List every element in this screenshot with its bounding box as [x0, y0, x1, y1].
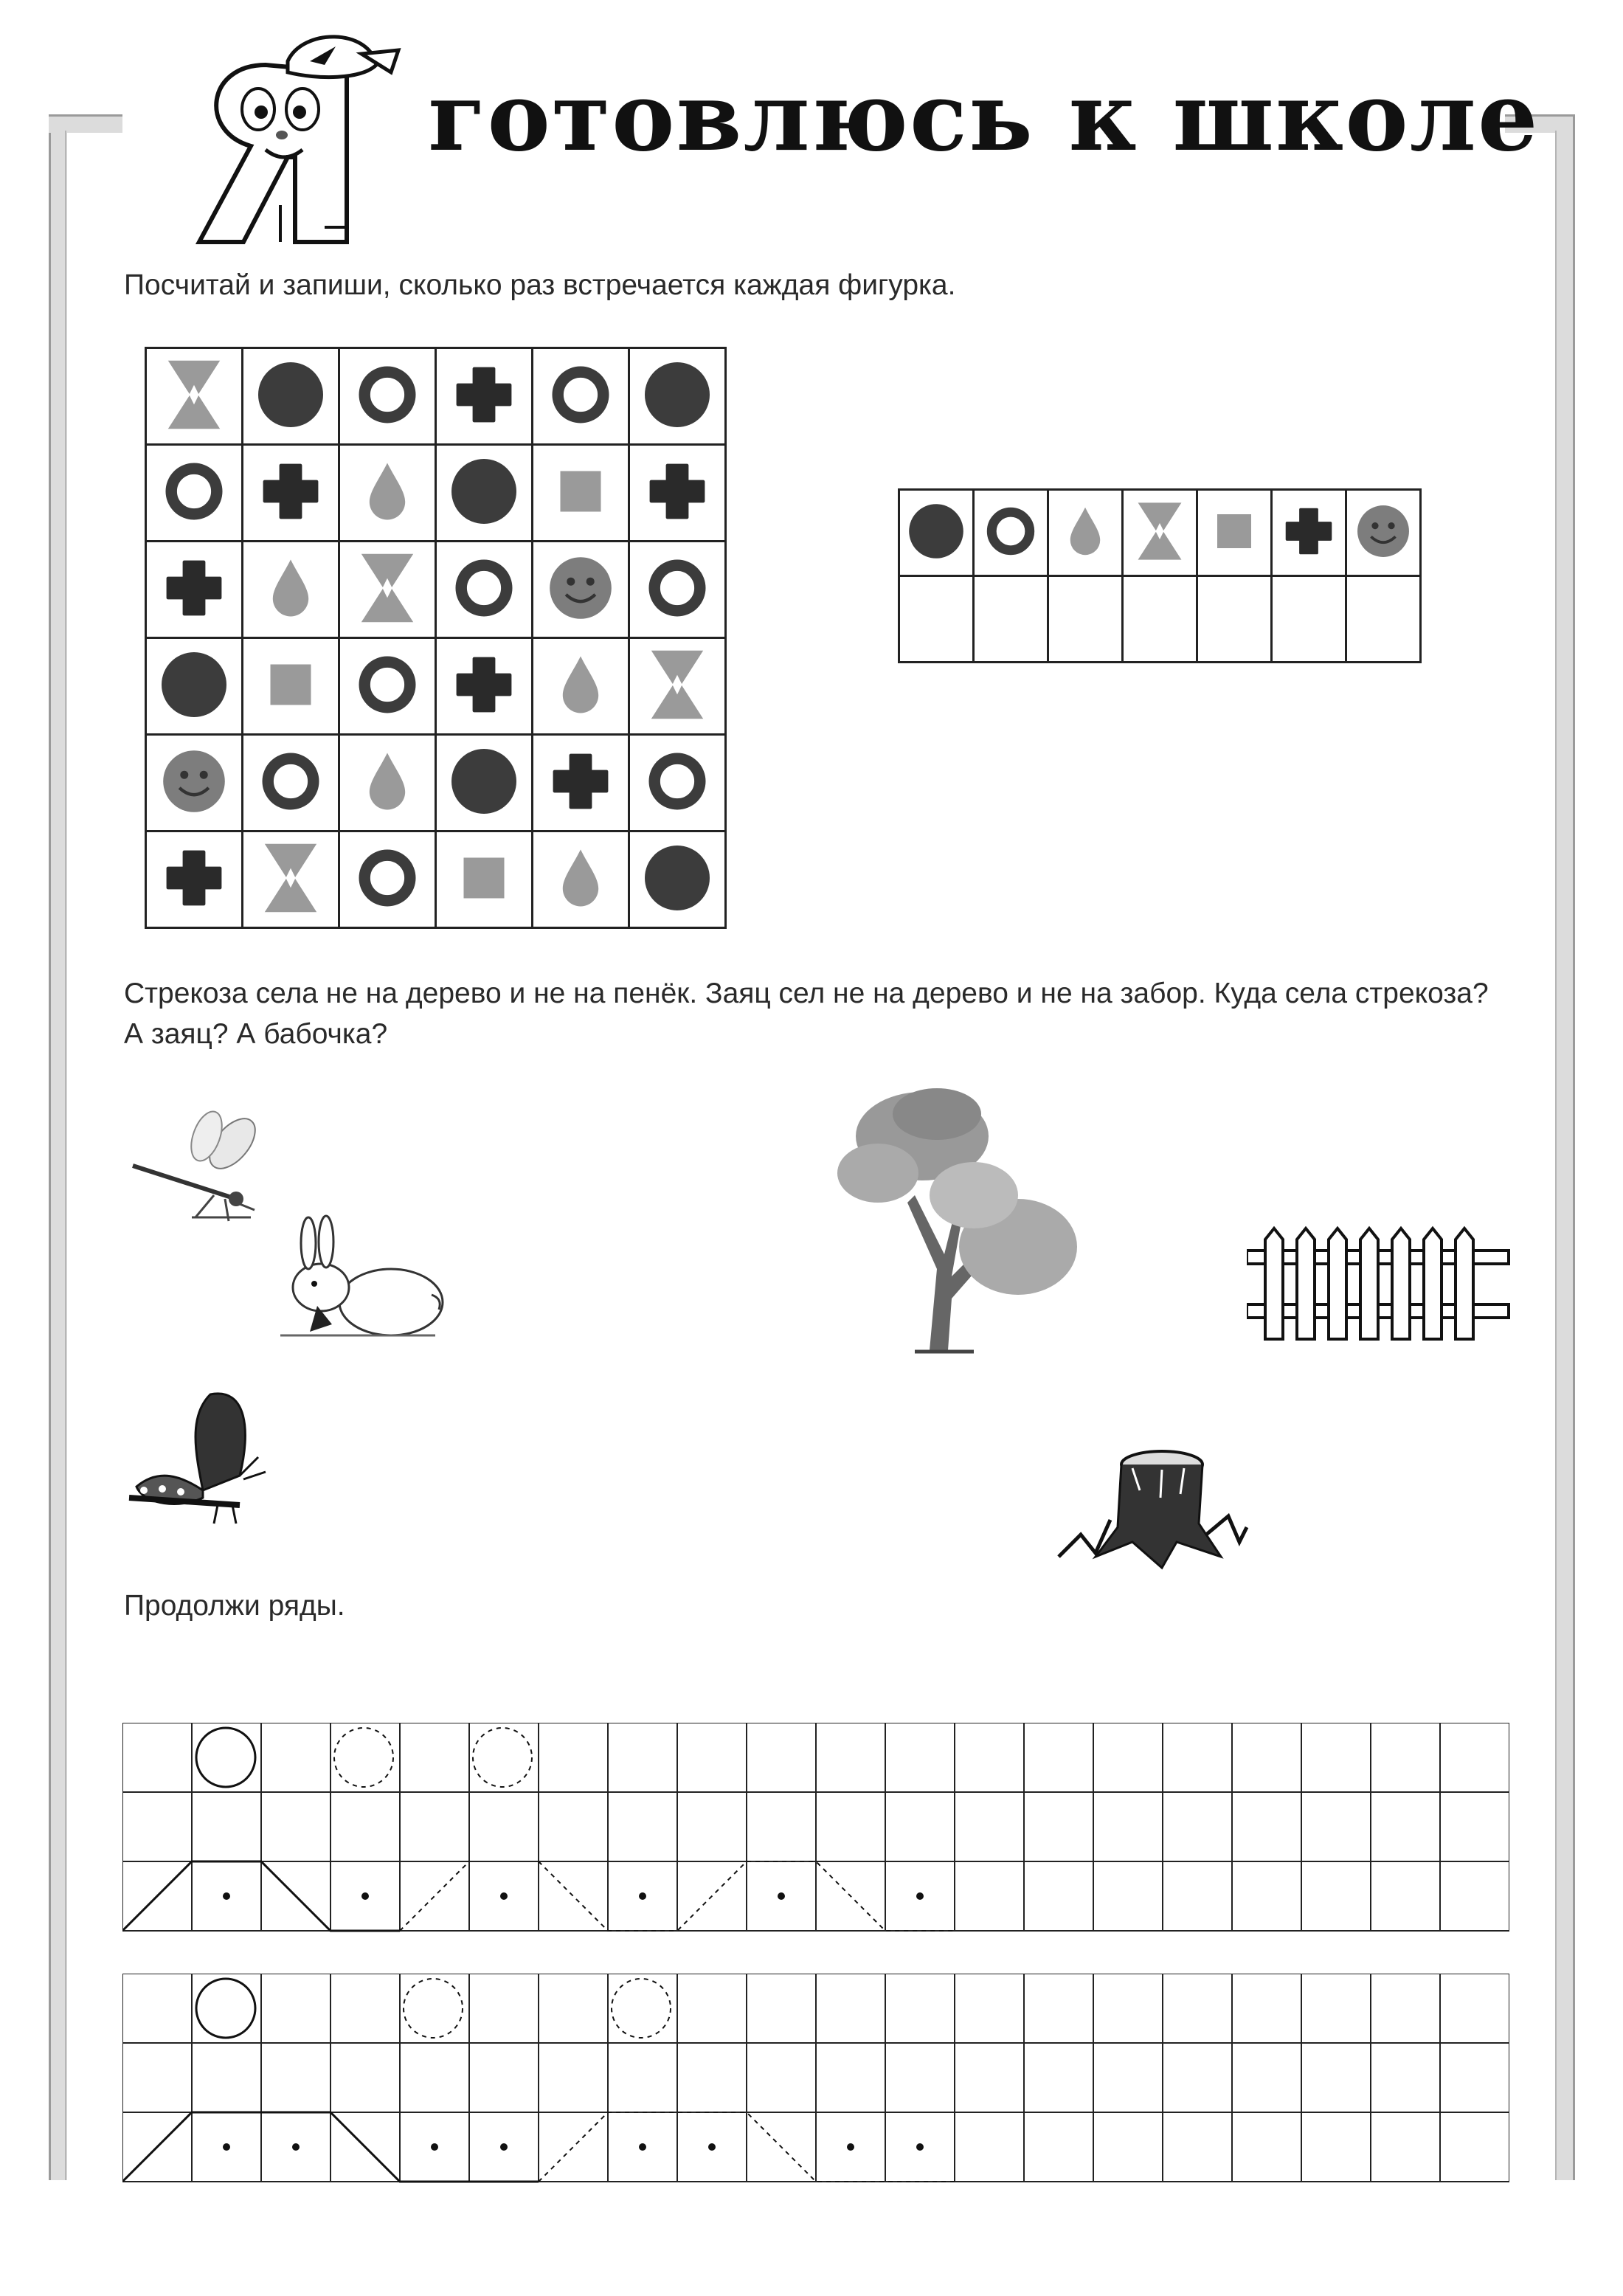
square-icon	[540, 522, 621, 535]
shape-grid-cell	[339, 445, 436, 542]
shape-grid-cell	[436, 542, 533, 638]
shape-grid-cell	[146, 542, 243, 638]
shape-grid-cell	[339, 638, 436, 735]
shape-grid-cell	[629, 348, 726, 445]
shape-grid-row	[146, 638, 726, 735]
shape-grid-cell	[339, 735, 436, 831]
shape-grid-row	[146, 542, 726, 638]
shape-grid-cell	[629, 638, 726, 735]
pattern-grid-2	[122, 1974, 1509, 2188]
dark-circle-icon	[250, 426, 331, 438]
fence-icon	[1247, 1225, 1512, 1346]
answer-icon-cell	[1048, 490, 1123, 576]
shape-grid-cell	[146, 735, 243, 831]
shape-grid-cell	[339, 831, 436, 928]
drop-icon	[540, 716, 621, 728]
cross-icon	[153, 619, 235, 632]
ring-icon	[347, 426, 428, 438]
task-continue-rows: Продолжи ряды.	[124, 1590, 345, 1622]
dark-circle-icon	[902, 556, 970, 568]
square-icon	[250, 716, 331, 728]
pattern-grid-1	[122, 1723, 1509, 1937]
page-frame-top-left	[49, 114, 122, 133]
answer-blank-cell[interactable]	[1123, 576, 1197, 663]
answer-blanks-row	[899, 576, 1421, 663]
shape-grid-cell	[533, 445, 629, 542]
answer-blank-cell[interactable]	[1272, 576, 1346, 663]
shape-grid-cell	[146, 831, 243, 928]
answer-icon-cell	[899, 490, 974, 576]
answer-icon-cell	[1197, 490, 1272, 576]
hourglass-icon	[347, 619, 428, 632]
shape-grid-cell	[629, 735, 726, 831]
dark-circle-icon	[637, 909, 718, 921]
answer-icon-cell	[974, 490, 1048, 576]
butterfly-icon	[122, 1387, 269, 1531]
square-icon	[443, 909, 525, 921]
answer-blank-cell[interactable]	[899, 576, 974, 663]
shape-grid-cell	[629, 445, 726, 542]
drop-icon	[250, 619, 331, 632]
drop-icon	[347, 812, 428, 825]
dark-circle-icon	[637, 426, 718, 438]
smiley-icon	[153, 812, 235, 825]
ring-icon	[637, 619, 718, 632]
hourglass-icon	[1126, 556, 1194, 568]
answer-blank-cell[interactable]	[974, 576, 1048, 663]
answer-table	[898, 488, 1422, 663]
shape-grid-cell	[146, 445, 243, 542]
logo-mascot	[177, 21, 413, 260]
cross-icon	[540, 812, 621, 825]
shape-grid-row	[146, 348, 726, 445]
answer-blank-cell[interactable]	[1048, 576, 1123, 663]
stump-icon	[1051, 1446, 1250, 1575]
shape-grid-cell	[243, 735, 339, 831]
ring-icon	[250, 812, 331, 825]
dark-circle-icon	[443, 812, 525, 825]
cross-icon	[637, 522, 718, 535]
smiley-icon	[540, 619, 621, 632]
page-title: готовлюсь к школе	[428, 62, 1540, 173]
shape-grid-cell	[629, 831, 726, 928]
shape-grid-cell	[339, 348, 436, 445]
page-frame-inner-left	[65, 131, 66, 2180]
dark-circle-icon	[153, 716, 235, 728]
dragonfly-icon	[125, 1099, 266, 1228]
page-frame-inner-right	[1555, 131, 1557, 2180]
rabbit-icon	[266, 1214, 450, 1350]
ring-icon	[637, 812, 718, 825]
drop-icon	[540, 909, 621, 921]
cross-icon	[153, 909, 235, 921]
answer-blank-cell[interactable]	[1346, 576, 1421, 663]
ring-icon	[347, 909, 428, 921]
answer-blank-cell[interactable]	[1197, 576, 1272, 663]
shape-grid-cell	[339, 542, 436, 638]
shape-grid-row	[146, 831, 726, 928]
smiley-icon	[1349, 556, 1417, 568]
hourglass-icon	[250, 909, 331, 921]
ring-icon	[153, 522, 235, 535]
shape-grid-cell	[243, 638, 339, 735]
shape-grid-cell	[533, 638, 629, 735]
answer-icon-cell	[1123, 490, 1197, 576]
shape-grid-cell	[533, 542, 629, 638]
square-icon	[1200, 556, 1268, 568]
shape-grid	[145, 347, 727, 929]
ring-icon	[347, 716, 428, 728]
shape-grid-cell	[146, 348, 243, 445]
ring-icon	[443, 619, 525, 632]
shape-grid-cell	[243, 348, 339, 445]
shape-grid-cell	[436, 348, 533, 445]
shape-grid-row	[146, 445, 726, 542]
cross-icon	[443, 426, 525, 438]
shape-grid-cell	[533, 831, 629, 928]
shape-grid-cell	[436, 445, 533, 542]
shape-grid-row	[146, 735, 726, 831]
task-count-shapes: Посчитай и запиши, сколько раз встречается каждая фигурка.	[124, 269, 956, 301]
shape-grid-cell	[629, 542, 726, 638]
answer-icons-row	[899, 490, 1421, 576]
hourglass-icon	[637, 716, 718, 728]
answer-icon-cell	[1346, 490, 1421, 576]
shape-grid-cell	[533, 735, 629, 831]
shape-grid-cell	[533, 348, 629, 445]
tree-icon	[826, 1085, 1084, 1361]
drop-icon	[347, 522, 428, 535]
answer-icon-cell	[1272, 490, 1346, 576]
dark-circle-icon	[443, 522, 525, 535]
cross-icon	[1275, 556, 1343, 568]
shape-grid-cell	[146, 638, 243, 735]
shape-grid-cell	[243, 831, 339, 928]
cross-icon	[250, 522, 331, 535]
shape-grid-cell	[436, 735, 533, 831]
hourglass-icon	[153, 426, 235, 438]
shape-grid-cell	[436, 831, 533, 928]
cross-icon	[443, 716, 525, 728]
drop-icon	[1051, 556, 1119, 568]
shape-grid-cell	[436, 638, 533, 735]
page-frame-right	[1557, 114, 1575, 2180]
shape-grid-cell	[243, 445, 339, 542]
ring-icon	[540, 426, 621, 438]
shape-grid-cell	[243, 542, 339, 638]
task-where-sat: Стрекоза села не на дерево и не на пенёк. Заяц сел не на дерево и не на забор. Куда села стрекоза? А заяц? А бабочка?	[124, 978, 1489, 1050]
ring-icon	[977, 556, 1045, 568]
